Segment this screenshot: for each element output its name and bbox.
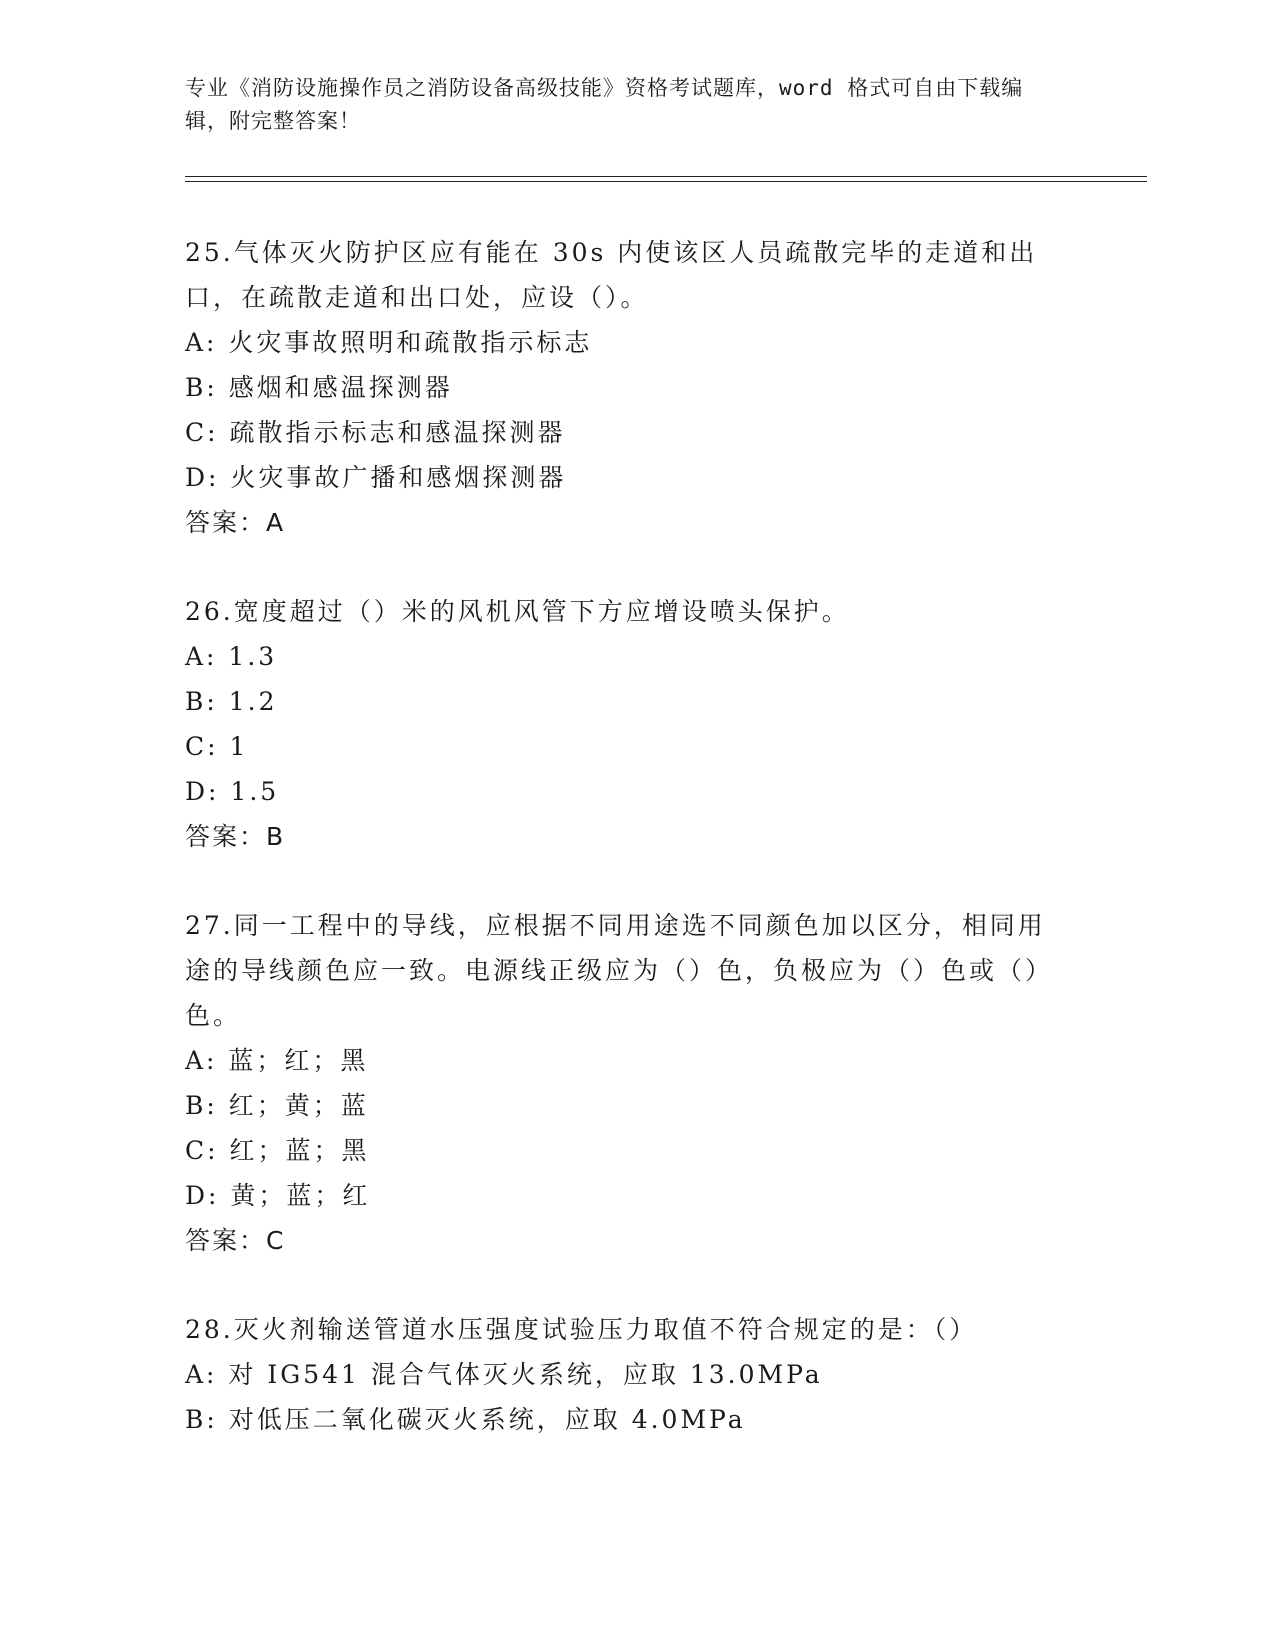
option-a: A: 对 IG541 混合气体灭火系统，应取 13.0MPa xyxy=(185,1360,823,1389)
option-b: B: 对低压二氧化碳灭火系统，应取 4.0MPa xyxy=(185,1405,746,1434)
header-divider-top xyxy=(185,176,1147,177)
option-c: C: 疏散指示标志和感温探测器 xyxy=(185,418,566,447)
answer-line: 答案：C xyxy=(185,1226,286,1255)
question-27 xyxy=(185,903,1065,1263)
answer-line: 答案：B xyxy=(185,822,286,851)
option-b: B: 感烟和感温探测器 xyxy=(185,373,453,402)
option-d: D: 火灾事故广播和感烟探测器 xyxy=(185,463,567,492)
option-d: D: 1.5 xyxy=(185,777,280,806)
header-divider-bottom xyxy=(185,181,1147,182)
option-c: C: 1 xyxy=(185,732,249,761)
document-header: 专业《消防设施操作员之消防设备高级技能》资格考试题库，word 格式可自由下载编辑，附完整答案！ xyxy=(185,76,1024,133)
question-stem: 28.灭火剂输送管道水压强度试验压力取值不符合规定的是：（） xyxy=(185,1315,978,1344)
option-b: B: 1.2 xyxy=(185,687,278,716)
question-28 xyxy=(185,1307,1065,1442)
option-a: A: 1.3 xyxy=(185,642,278,671)
answer-line: 答案：A xyxy=(185,508,286,537)
option-a: A: 蓝；红；黑 xyxy=(185,1046,369,1075)
question-list xyxy=(185,230,1065,1486)
option-a: A: 火灾事故照明和疏散指示标志 xyxy=(185,328,593,357)
question-stem: 26.宽度超过（）米的风机风管下方应增设喷头保护。 xyxy=(185,597,850,626)
question-25 xyxy=(185,230,1065,545)
option-b: B: 红；黄；蓝 xyxy=(185,1091,369,1120)
question-26 xyxy=(185,589,1065,859)
option-d: D: 黄；蓝；红 xyxy=(185,1181,371,1210)
question-stem: 27.同一工程中的导线，应根据不同用途选不同颜色加以区分，相同用途的导线颜色应一致。电源线正级应为（）色，负极应为（）色或（）色。 xyxy=(185,911,1054,1030)
option-c: C: 红；蓝；黑 xyxy=(185,1136,370,1165)
question-stem: 25.气体灭火防护区应有能在 30s 内使该区人员疏散完毕的走道和出口，在疏散走道和出口处，应设（）。 xyxy=(185,238,1038,312)
